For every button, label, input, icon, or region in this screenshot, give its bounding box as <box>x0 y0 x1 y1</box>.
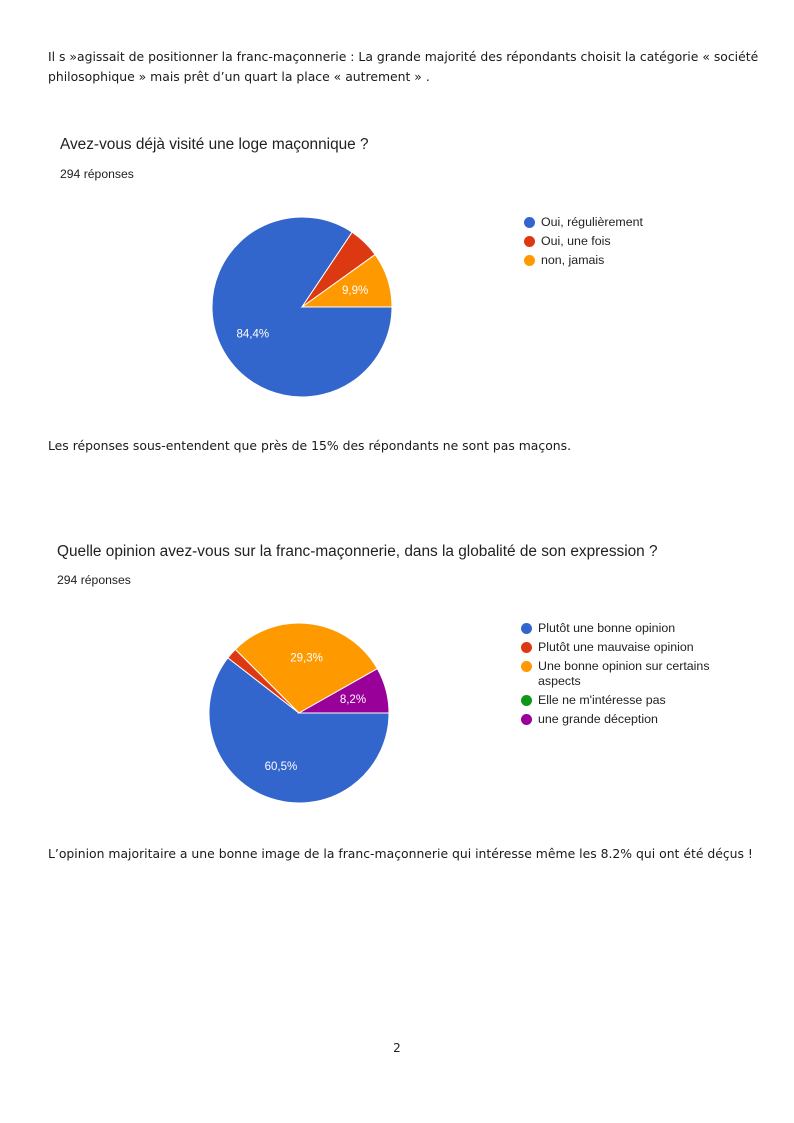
comment-2: L’opinion majoritaire a une bonne image de la franc-maçonnerie qui intéresse même les 8.2% qui ont été déçus ! <box>48 846 753 861</box>
chart2-legend-label-3: Elle ne m'intéresse pas <box>538 693 666 707</box>
chart2-legend-item-2 <box>521 659 721 689</box>
chart1-legend-item-1 <box>524 234 643 249</box>
chart2-legend-item-3 <box>521 693 721 708</box>
chart2-pie <box>208 622 390 804</box>
chart2-legend-item-4 <box>521 712 721 727</box>
chart1-pie <box>211 216 393 398</box>
chart2-legend-item-1 <box>521 640 721 655</box>
intro-line-2: philosophique » mais prêt d’un quart la place « autrement » . <box>48 69 430 84</box>
chart1-legend-item-2 <box>524 253 643 268</box>
comment-1: Les réponses sous-entendent que près de 15% des répondants ne sont pas maçons. <box>48 438 572 453</box>
chart1-legend-label-2: non, jamais <box>541 253 605 267</box>
chart2-legend-item-0 <box>521 621 721 636</box>
chart2-title: Quelle opinion avez-vous sur la franc-maçonnerie, dans la globalité de son expression ? <box>57 543 658 560</box>
chart2-slice-label-0: 60,5% <box>264 760 298 773</box>
chart2-legend <box>521 621 721 731</box>
legend-swatch-icon <box>524 236 535 247</box>
legend-swatch-icon <box>524 217 535 228</box>
legend-swatch-icon <box>521 623 532 634</box>
chart2-slice-label-2: 29,3% <box>290 652 323 665</box>
page-number: 2 <box>393 1041 401 1055</box>
chart1-responses: 294 réponses <box>60 167 134 181</box>
chart2-legend-label-2: Une bonne opinion sur certains aspects <box>538 659 710 688</box>
chart1-slice-label-0: 84,4% <box>236 328 270 341</box>
chart1-title: Avez-vous déjà visité une loge maçonnique ? <box>60 136 369 153</box>
chart1-legend <box>524 215 643 272</box>
chart1-legend-item-0 <box>524 215 643 230</box>
legend-swatch-icon <box>521 642 532 653</box>
chart2-legend-label-0: Plutôt une bonne opinion <box>538 621 676 635</box>
intro-line-1: Il s »agissait de positionner la franc-maçonnerie : La grande majorité des répondants choisit la catégorie « société <box>48 49 759 64</box>
chart2-slice-label-4: 8,2% <box>339 693 367 706</box>
legend-swatch-icon <box>524 255 535 266</box>
chart1-slice-label-2: 9,9% <box>342 284 369 297</box>
chart2-legend-label-4: une grande déception <box>538 712 658 726</box>
legend-swatch-icon <box>521 661 532 672</box>
chart1-legend-label-1: Oui, une fois <box>541 234 611 248</box>
chart2-responses: 294 réponses <box>57 573 131 587</box>
chart2-legend-label-1: Plutôt une mauvaise opinion <box>538 640 694 654</box>
legend-swatch-icon <box>521 695 532 706</box>
chart1-legend-label-0: Oui, régulièrement <box>541 215 643 229</box>
legend-swatch-icon <box>521 714 532 725</box>
